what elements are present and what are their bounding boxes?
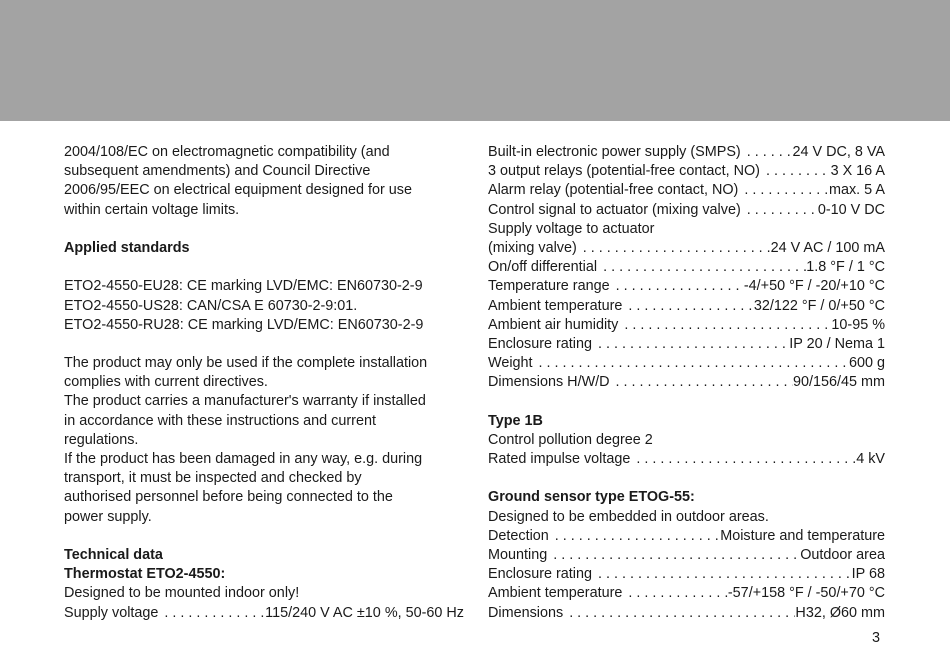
right-column bbox=[488, 143, 885, 623]
dot-leader bbox=[592, 335, 789, 354]
spec-row bbox=[488, 316, 885, 335]
spec-value: H32, Ø60 mm bbox=[795, 604, 885, 621]
spec-row bbox=[488, 258, 885, 277]
spec-label: Ambient air humidity bbox=[488, 316, 619, 333]
dot-leader bbox=[622, 297, 753, 316]
dot-leader bbox=[597, 258, 806, 277]
spec-value: max. 5 A bbox=[829, 182, 885, 199]
spec-value: 10-95 % bbox=[831, 316, 885, 333]
spec-row bbox=[488, 335, 885, 354]
spec-label: (mixing valve) bbox=[488, 239, 577, 256]
text-line: power supply. bbox=[64, 508, 152, 525]
text-line: Designed to be embedded in outdoor areas. bbox=[488, 508, 769, 525]
dot-leader bbox=[563, 604, 795, 623]
dot-leader bbox=[760, 162, 831, 181]
spec-label: Ambient temperature bbox=[488, 585, 623, 602]
paragraph-gap bbox=[488, 469, 885, 488]
spec-label: Alarm relay (potential-free contact, NO) bbox=[488, 182, 739, 199]
spec-label: 3 output relays (potential-free contact, NO) bbox=[488, 163, 760, 180]
spec-row bbox=[488, 527, 885, 546]
paragraph-gap bbox=[488, 392, 885, 411]
text-line: authorised personnel before being connected to the bbox=[64, 489, 393, 506]
dot-leader bbox=[610, 277, 744, 296]
spec-value: 24 V AC / 100 mA bbox=[770, 239, 885, 256]
text-line: ETO2-4550-EU28: CE marking LVD/EMC: EN60730-2-9 bbox=[64, 278, 423, 295]
spec-label: Supply voltage bbox=[64, 604, 159, 621]
spec-row bbox=[64, 604, 464, 623]
spec-label: Detection bbox=[488, 527, 549, 544]
spec-label: Rated impulse voltage bbox=[488, 451, 631, 467]
text-line: Designed to be mounted indoor only! bbox=[64, 585, 300, 602]
spec-value: 90/156/45 mm bbox=[793, 374, 885, 391]
spec-row bbox=[488, 297, 885, 316]
spec-label: Enclosure rating bbox=[488, 566, 592, 583]
spec-value: IP 20 / Nema 1 bbox=[789, 335, 885, 352]
spec-row bbox=[488, 373, 885, 392]
dot-leader bbox=[622, 584, 728, 603]
spec-value: Outdoor area bbox=[800, 546, 885, 563]
paragraph-gap bbox=[64, 527, 464, 546]
spec-value: 115/240 V AC ±10 %, 50-60 Hz bbox=[265, 604, 464, 621]
spec-row bbox=[488, 143, 885, 162]
dot-leader bbox=[158, 604, 265, 623]
dot-leader bbox=[738, 181, 829, 200]
dot-leader bbox=[549, 527, 720, 546]
text-line: subsequent amendments) and Council Directive bbox=[64, 163, 371, 180]
section-heading: Type 1B bbox=[488, 412, 543, 429]
dot-leader bbox=[618, 316, 831, 335]
spec-row bbox=[488, 162, 885, 181]
text-line: Supply voltage to actuator bbox=[488, 220, 655, 237]
spec-label: Weight bbox=[488, 355, 533, 372]
section-heading: Ground sensor type ETOG-55: bbox=[488, 489, 695, 506]
text-line: 2004/108/EC on electromagnetic compatibility (and bbox=[64, 144, 390, 160]
text-line: The product carries a manufacturer's warranty if installed bbox=[64, 393, 426, 410]
paragraph-gap bbox=[64, 335, 464, 354]
spec-label: Dimensions bbox=[488, 604, 564, 621]
spec-row bbox=[488, 181, 885, 200]
dot-leader bbox=[533, 354, 849, 373]
text-line: in accordance with these instructions and current bbox=[64, 412, 376, 429]
dot-leader bbox=[741, 201, 818, 220]
dot-leader bbox=[610, 373, 793, 392]
spec-row bbox=[488, 354, 885, 373]
dot-leader bbox=[577, 239, 771, 258]
spec-label: Control signal to actuator (mixing valve) bbox=[488, 201, 741, 218]
text-line: within certain voltage limits. bbox=[64, 201, 240, 218]
spec-value: 600 g bbox=[848, 355, 885, 372]
spec-row bbox=[488, 584, 885, 603]
spec-value: -57/+158 °F / -50/+70 °C bbox=[727, 585, 885, 602]
spec-label: Temperature range bbox=[488, 278, 610, 295]
left-column bbox=[64, 143, 464, 623]
text-line: regulations. bbox=[64, 431, 139, 448]
header-band bbox=[0, 0, 950, 121]
spec-value: 4 kV bbox=[856, 451, 885, 467]
section-heading: Technical data bbox=[64, 546, 163, 563]
text-line: If the product has been damaged in any way, e.g. during bbox=[64, 451, 423, 467]
spec-value: 0-10 V DC bbox=[817, 201, 885, 218]
text-line: Control pollution degree 2 bbox=[488, 431, 653, 448]
spec-value: IP 68 bbox=[851, 566, 885, 583]
spec-row bbox=[488, 565, 885, 584]
spec-row bbox=[488, 277, 885, 296]
spec-value: 3 X 16 A bbox=[830, 163, 885, 180]
text-line: The product may only be used if the complete installation bbox=[64, 355, 428, 372]
text-line: 2006/95/EEC on electrical equipment designed for use bbox=[64, 182, 412, 199]
text-line: transport, it must be inspected and checked by bbox=[64, 470, 362, 487]
spec-label: Built-in electronic power supply (SMPS) bbox=[488, 144, 741, 160]
dot-leader bbox=[741, 143, 793, 162]
spec-value: -4/+50 °F / -20/+10 °C bbox=[743, 278, 885, 295]
spec-row bbox=[488, 239, 885, 258]
paragraph-gap bbox=[64, 220, 464, 239]
section-heading: Applied standards bbox=[64, 239, 190, 256]
spec-row bbox=[488, 546, 885, 565]
text-line: complies with current directives. bbox=[64, 374, 268, 391]
spec-label: Enclosure rating bbox=[488, 335, 592, 352]
dot-leader bbox=[630, 450, 856, 469]
spec-value: 24 V DC, 8 VA bbox=[792, 144, 885, 160]
spec-value: 1.8 °F / 1 °C bbox=[806, 259, 885, 276]
spec-label: Dimensions H/W/D bbox=[488, 374, 610, 391]
spec-row bbox=[488, 201, 885, 220]
dot-leader bbox=[547, 546, 800, 565]
spec-row bbox=[488, 604, 885, 623]
section-heading: Thermostat ETO2-4550: bbox=[64, 566, 226, 583]
spec-label: Mounting bbox=[488, 546, 548, 563]
page-number: 3 bbox=[871, 630, 880, 646]
spec-value: 32/122 °F / 0/+50 °C bbox=[753, 297, 885, 314]
spec-row bbox=[488, 450, 885, 469]
text-line: ETO2-4550-US28: CAN/CSA E 60730-2-9:01. bbox=[64, 297, 358, 314]
spec-label: Ambient temperature bbox=[488, 297, 623, 314]
dot-leader bbox=[592, 565, 852, 584]
text-line: ETO2-4550-RU28: CE marking LVD/EMC: EN60730-2-9 bbox=[64, 316, 424, 333]
paragraph-gap bbox=[64, 258, 464, 277]
spec-label: On/off differential bbox=[488, 259, 598, 276]
spec-value: Moisture and temperature bbox=[720, 527, 885, 544]
